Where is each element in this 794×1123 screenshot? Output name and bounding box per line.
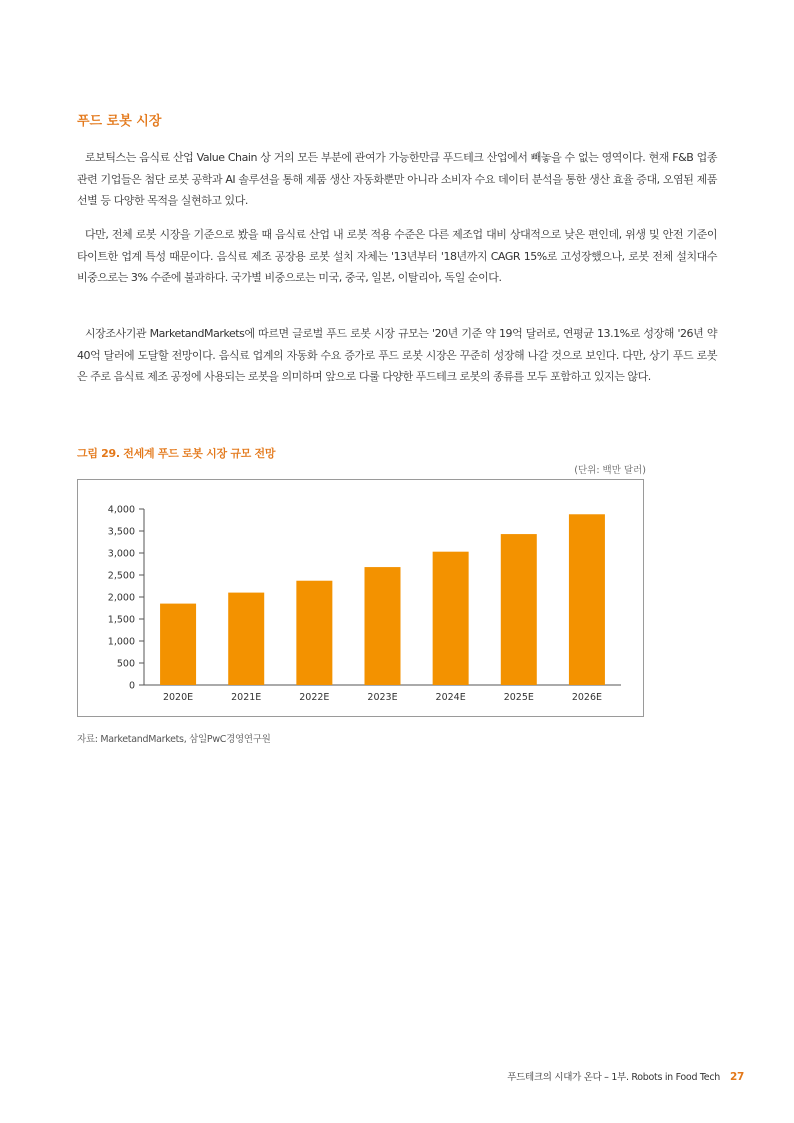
figure-title: 그림 29. 전세계 푸드 로봇 시장 규모 전망 xyxy=(77,447,276,460)
y-tick-label: 2,500 xyxy=(107,570,135,582)
y-tick-label: 4,000 xyxy=(107,504,135,516)
y-tick-label: 0 xyxy=(128,680,135,692)
y-tick-label: 2,000 xyxy=(107,592,135,604)
chart-frame xyxy=(77,479,644,717)
bar xyxy=(160,604,196,685)
x-tick-label: 2026E xyxy=(571,692,603,703)
paragraph-1: 로보틱스는 음식료 산업 Value Chain 상 거의 모든 부분에 관여가 가능한만큼 푸드테크 산업에서 빼놓을 수 없는 영역이다. 현재 F&B 업종 관련 기업들은 첨단 로봇 공학과 AI 솔루션을 통해 제품 생산 자동화뿐만 아니라 소비자 수요 데이터 분석을 통한 생산 효율 증대, 오염된 제품 선별 등 다양한 목적을 실현하고 있다. xyxy=(77,151,717,207)
y-tick-label: 1,500 xyxy=(107,614,135,626)
section-title: 푸드 로봇 시장 xyxy=(77,114,162,129)
x-tick-label: 2023E xyxy=(367,692,398,703)
y-tick-label: 500 xyxy=(116,658,135,670)
paragraph-2: 다만, 전체 로봇 시장을 기준으로 봤을 때 음식료 산업 내 로봇 적용 수준은 다른 제조업 대비 상대적으로 낮은 편인데, 위생 및 안전 기준이 타이트한 업계 특성 때문이다. 음식료 제조 공장용 로봇 설치 자체는 '13년부터 '18년까지 CAGR 15%로 고성장했으나, 로봇 전체 설치대수 비중으로는 3% 수준에 불과하다. 국가별 비중으로는 미국, 중국, 일본, 이탈리아, 독일 순이다. xyxy=(77,228,717,284)
page-footer xyxy=(507,1069,744,1083)
x-tick-label: 2024E xyxy=(435,692,466,703)
bar xyxy=(228,593,264,685)
bar xyxy=(501,534,537,685)
x-tick-label: 2021E xyxy=(231,692,262,703)
x-tick-label: 2022E xyxy=(299,692,330,703)
figure-unit: (단위: 백만 달러) xyxy=(574,465,646,476)
y-tick-label: 1,000 xyxy=(107,636,135,648)
footer-text: 푸드테크의 시대가 온다 – 1부. Robots in Food Tech xyxy=(507,1072,720,1083)
figure-source: 자료: MarketandMarkets, 삼일PwC경영연구원 xyxy=(77,734,271,745)
bar xyxy=(365,567,401,685)
bar xyxy=(569,514,605,685)
bar-chart xyxy=(78,480,643,716)
paragraph-3: 시장조사기관 MarketandMarkets에 따르면 글로벌 푸드 로봇 시장 규모는 '20년 기준 약 19억 달러로, 연평균 13.1%로 성장해 '26년 약 40억 달러에 도달할 전망이다. 음식료 업계의 자동화 수요 증가로 푸드 로봇 시장은 꾸준히 성장해 나갈 것으로 보인다. 다만, 상기 푸드 로봇은 주로 음식료 제조 공정에 사용되는 로봇을 의미하며 앞으로 다룰 다양한 푸드테크 로봇의 종류를 모두 포함하고 있지는 않다. xyxy=(77,327,717,383)
y-tick-label: 3,500 xyxy=(107,526,135,538)
bar xyxy=(433,552,469,685)
x-tick-label: 2020E xyxy=(162,692,194,703)
page-number: 27 xyxy=(729,1071,744,1083)
bar xyxy=(296,581,332,685)
x-tick-label: 2025E xyxy=(503,692,534,703)
y-tick-label: 3,000 xyxy=(107,548,135,560)
